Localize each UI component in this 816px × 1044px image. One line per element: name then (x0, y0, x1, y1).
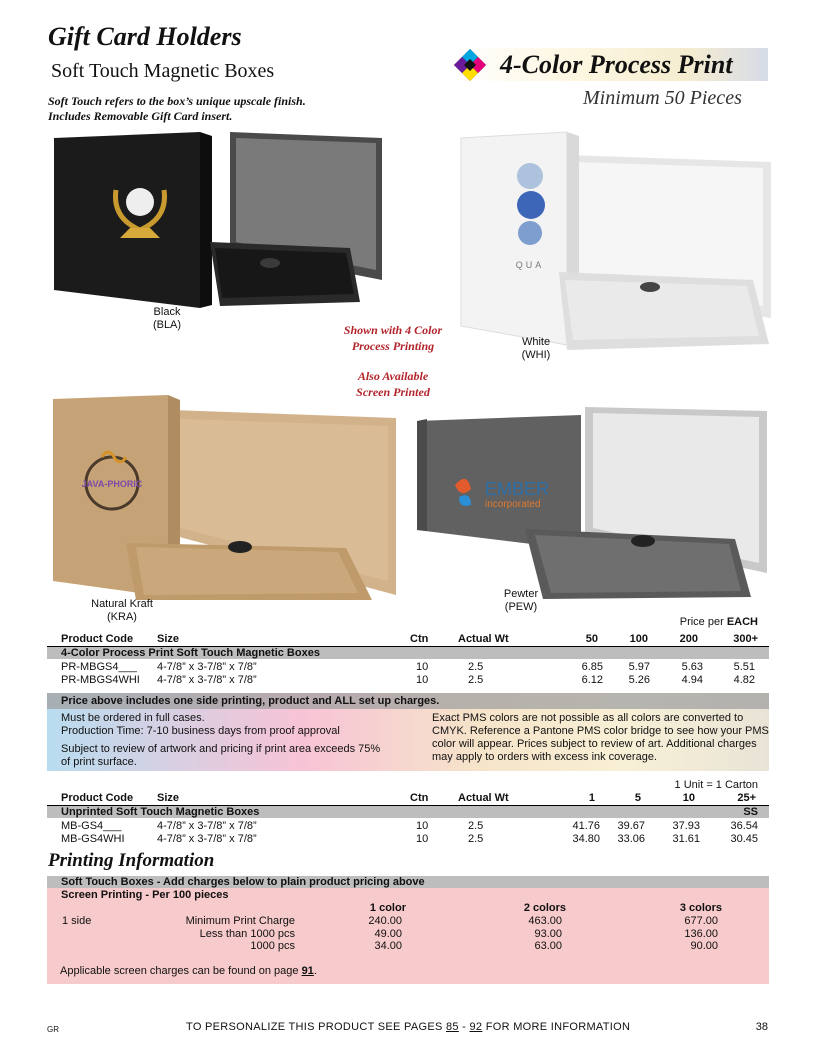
t2-section-tag: SS (743, 806, 758, 818)
t2-r2-p4: 30.45 (730, 833, 758, 845)
kraft-name: Natural Kraft (91, 598, 153, 610)
t1-r2-p3: 4.94 (681, 674, 703, 686)
black-name: Black (153, 306, 181, 318)
footer-text (186, 1021, 630, 1033)
t2-header-wt: Actual Wt (458, 792, 509, 804)
info-box-right (432, 712, 769, 764)
footer-page-link-b[interactable]: 92 (469, 1021, 483, 1033)
printing-r2-c2: 93.00 (534, 928, 562, 940)
shown-note-line: Process Printing (351, 339, 435, 353)
pewter-caption (500, 588, 542, 614)
kraft-box-photo (50, 395, 410, 600)
pewter-name: Pewter (503, 588, 539, 600)
printing-r2-c3: 136.00 (684, 928, 718, 940)
printing-side: 1 side (62, 915, 92, 927)
t1-header-ctn: Ctn (410, 633, 429, 645)
t2-r1-ctn: 10 (416, 820, 429, 832)
printing-r1-label: Minimum Print Charge (185, 915, 295, 927)
minimum-quantity: Minimum 50 Pieces (583, 87, 742, 109)
footer-page-link-a[interactable]: 85 (445, 1021, 459, 1033)
black-caption (140, 306, 194, 332)
intro-line: Includes Removable Gift Card insert. (48, 109, 233, 123)
info-left-line: Production Time: 7-10 business days from proof approval (61, 725, 340, 737)
also-note-line: Screen Printed (356, 385, 430, 399)
black-box-photo (50, 130, 390, 312)
t2-r2-p1: 34.80 (572, 833, 600, 845)
t1-r1-p1: 6.85 (581, 661, 603, 673)
black-code: (BLA) (152, 319, 182, 331)
kraft-box-logo-text: JAVA-PHORIC (81, 479, 143, 489)
info-right-line: Exact PMS colors are not possible as all colors are converted to (432, 712, 744, 724)
printing-col-1: 1 color (369, 902, 406, 914)
t2-r1-p1: 41.76 (572, 820, 600, 832)
unit-note: 1 Unit = 1 Carton (674, 779, 758, 791)
intro-text (48, 94, 306, 124)
footer-text-post: FOR MORE INFORMATION (482, 1021, 631, 1033)
price-per-label: Price per (679, 616, 724, 628)
t2-r2-ctn: 10 (416, 833, 429, 845)
price-per-note (660, 616, 758, 628)
t2-r1-p3: 37.93 (672, 820, 700, 832)
pewter-box-logo-text: EMBER (485, 479, 550, 499)
footer-dash: - (458, 1021, 470, 1033)
info-left-line: of print surface. (61, 756, 137, 768)
footer-text-pre: TO PERSONALIZE THIS PRODUCT SEE PAGES (186, 1021, 446, 1033)
white-code: (WHI) (521, 349, 551, 361)
printing-sub: Screen Printing - Per 100 pieces (61, 889, 229, 901)
kraft-caption (88, 598, 156, 624)
banner-title: 4-Color Process Print (500, 50, 733, 79)
printing-r1-c3: 677.00 (684, 915, 718, 927)
printing-r2-label: Less than 1000 pcs (199, 928, 295, 940)
printing-title: Printing Information (48, 850, 215, 871)
t1-header-wt: Actual Wt (458, 633, 509, 645)
price-per-unit: EACH (726, 616, 758, 628)
info-box-heading: Price above includes one side printing, product and ALL set up charges. (61, 695, 440, 707)
white-box-photo (455, 130, 773, 355)
printing-r3-c3: 90.00 (690, 940, 718, 952)
t2-header-size: Size (157, 792, 180, 804)
t2-section-title: Unprinted Soft Touch Magnetic Boxes (61, 806, 260, 818)
t1-r1-p3: 5.63 (681, 661, 703, 673)
t2-header-code: Product Code (61, 792, 134, 804)
printing-col-3: 3 colors (679, 902, 722, 914)
kraft-code: (KRA) (107, 611, 137, 623)
white-name: White (521, 336, 551, 348)
t1-r2-wt: 2.5 (468, 674, 484, 686)
t2-r1-code: MB-GS4___ (61, 820, 122, 832)
t2-r2-wt: 2.5 (468, 833, 484, 845)
t1-r2-ctn: 10 (416, 674, 429, 686)
info-right-line: color will appear. Prices subject to review of art. Additional charges (432, 738, 757, 750)
t2-r2-code: MB-GS4WHI (61, 833, 125, 845)
info-left-line: Must be ordered in full cases. (61, 712, 205, 724)
t1-r1-p2: 5.97 (628, 661, 650, 673)
info-box-left (61, 712, 380, 769)
also-note-line: Also Available (357, 369, 429, 383)
printing-r3-label: 1000 pcs (250, 940, 295, 952)
t2-r1-p2: 39.67 (617, 820, 645, 832)
t1-header-q1: 50 (585, 633, 598, 645)
t1-r1-code: PR-MBGS4___ (61, 661, 137, 673)
printing-note (60, 965, 317, 977)
printing-r2-c1: 49.00 (374, 928, 402, 940)
t1-section-title: 4-Color Process Print Soft Touch Magnetic Boxes (61, 647, 320, 659)
footer-code: GR (47, 1025, 59, 1034)
t2-r1-p4: 36.54 (730, 820, 758, 832)
t2-r2-size: 4-7/8” x 3-7/8” x 7/8” (157, 833, 257, 845)
page-title: Gift Card Holders (48, 22, 242, 51)
t1-header-q2: 100 (629, 633, 648, 645)
intro-line: Soft Touch refers to the box’s unique upscale finish. (48, 94, 306, 108)
shown-note (326, 322, 460, 354)
t1-r2-code: PR-MBGS4WHI (61, 674, 140, 686)
t2-r1-size: 4-7/8” x 3-7/8” x 7/8” (157, 820, 257, 832)
pewter-box-logo-subtext: incorporated (485, 499, 541, 510)
shown-note-line: Shown with 4 Color (343, 323, 443, 337)
t1-r1-p4: 5.51 (733, 661, 755, 673)
printing-bar-text: Soft Touch Boxes - Add charges below to plain product pricing above (61, 876, 425, 888)
pewter-code: (PEW) (504, 601, 538, 613)
info-right-line: CMYK. Reference a Pantone PMS color bridge to see how your PMS (432, 725, 769, 737)
t2-header-q4: 25+ (737, 792, 756, 804)
printing-col-2: 2 colors (523, 902, 566, 914)
page-number: 38 (755, 1021, 768, 1033)
t2-r1-wt: 2.5 (468, 820, 484, 832)
cmyk-logo-icon (452, 47, 488, 83)
t1-r1-wt: 2.5 (468, 661, 484, 673)
printing-note-page-link[interactable]: 91 (301, 965, 314, 977)
t2-header-ctn: Ctn (410, 792, 429, 804)
info-right-line: may apply to orders with excess ink coverage. (432, 751, 657, 763)
printing-note-text: Applicable screen charges can be found on page (60, 965, 302, 977)
printing-r3-c1: 34.00 (374, 940, 402, 952)
t1-header-q4: 300+ (733, 633, 758, 645)
white-caption (518, 336, 554, 362)
t2-r2-p2: 33.06 (617, 833, 645, 845)
printing-r1-c2: 463.00 (528, 915, 562, 927)
white-box-logo-text: QUA (515, 260, 545, 270)
t2-r2-p3: 31.61 (672, 833, 700, 845)
t1-header-q3: 200 (679, 633, 698, 645)
t1-r2-p1: 6.12 (581, 674, 603, 686)
t1-r2-p2: 5.26 (628, 674, 650, 686)
printing-r3-c2: 63.00 (534, 940, 562, 952)
t1-header-code: Product Code (61, 633, 134, 645)
t1-r1-ctn: 10 (416, 661, 429, 673)
t2-header-q2: 5 (634, 792, 641, 804)
t2-header-q1: 1 (588, 792, 595, 804)
pewter-box-photo (415, 405, 773, 600)
printing-note-end: . (313, 965, 317, 977)
page-subtitle: Soft Touch Magnetic Boxes (51, 60, 275, 82)
t1-header-size: Size (157, 633, 180, 645)
printing-r1-c1: 240.00 (368, 915, 402, 927)
info-left-line: Subject to review of artwork and pricing if print area exceeds 75% (61, 743, 381, 755)
t1-r1-size: 4-7/8” x 3-7/8” x 7/8” (157, 661, 257, 673)
t1-r2-p4: 4.82 (733, 674, 755, 686)
t1-r2-size: 4-7/8” x 3-7/8” x 7/8” (157, 674, 257, 686)
t2-header-q3: 10 (682, 792, 695, 804)
